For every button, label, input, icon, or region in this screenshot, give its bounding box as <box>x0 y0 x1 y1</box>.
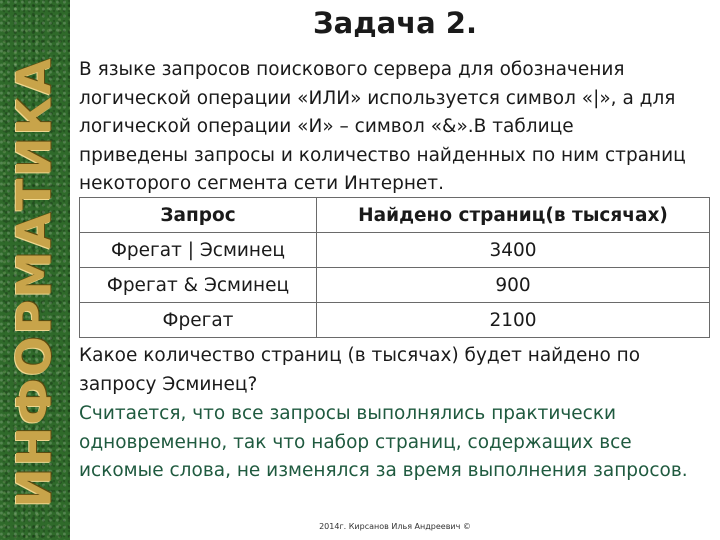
note-paragraph <box>79 400 719 486</box>
question-paragraph <box>79 342 719 399</box>
intro-line: логической операции «И» – символ «&».В таблице <box>79 116 574 137</box>
intro-line: логической операции «ИЛИ» используется символ «|», а для <box>79 87 676 109</box>
question-line: Какое количество страниц (в тысячах) будет найдено по <box>79 345 641 366</box>
intro-line: некоторого сегмента сети Интернет. <box>79 173 444 194</box>
note-line: одновременно, так что набор страниц, содержащих все <box>79 431 632 453</box>
intro-paragraph <box>79 56 719 199</box>
question-line: запросу Эсминец? <box>79 373 258 395</box>
intro-line: В языке запросов поискового сервера для обозначения <box>79 59 625 80</box>
header-pages-found: Найдено страниц(в тысячах) <box>317 198 710 233</box>
query-cell: Фрегат & Эсминец <box>80 268 317 303</box>
header-query: Запрос <box>80 198 317 233</box>
note-line: Считается, что все запросы выполнялись практически <box>79 403 617 424</box>
count-cell: 3400 <box>317 233 710 268</box>
sidebar-title: ИНФОРМАТИКА <box>7 56 63 508</box>
table-row <box>80 233 710 268</box>
query-cell: Фрегат <box>80 303 317 338</box>
query-cell: Фрегат | Эсминец <box>80 233 317 268</box>
table-row <box>80 268 710 303</box>
intro-line: приведены запросы и количество найденных по ним страниц <box>79 144 686 166</box>
note-line: искомые слова, не изменялся за время выполнения запросов. <box>79 460 688 481</box>
sidebar-banner <box>0 0 70 540</box>
slide-title: Задача 2. <box>313 6 477 40</box>
count-cell: 2100 <box>317 303 710 338</box>
table-header-row <box>80 198 710 233</box>
footer-copyright: 2014г. Кирсанов Илья Андреевич © <box>319 522 471 531</box>
table-row <box>80 303 710 338</box>
count-cell: 900 <box>317 268 710 303</box>
query-table <box>79 197 710 338</box>
